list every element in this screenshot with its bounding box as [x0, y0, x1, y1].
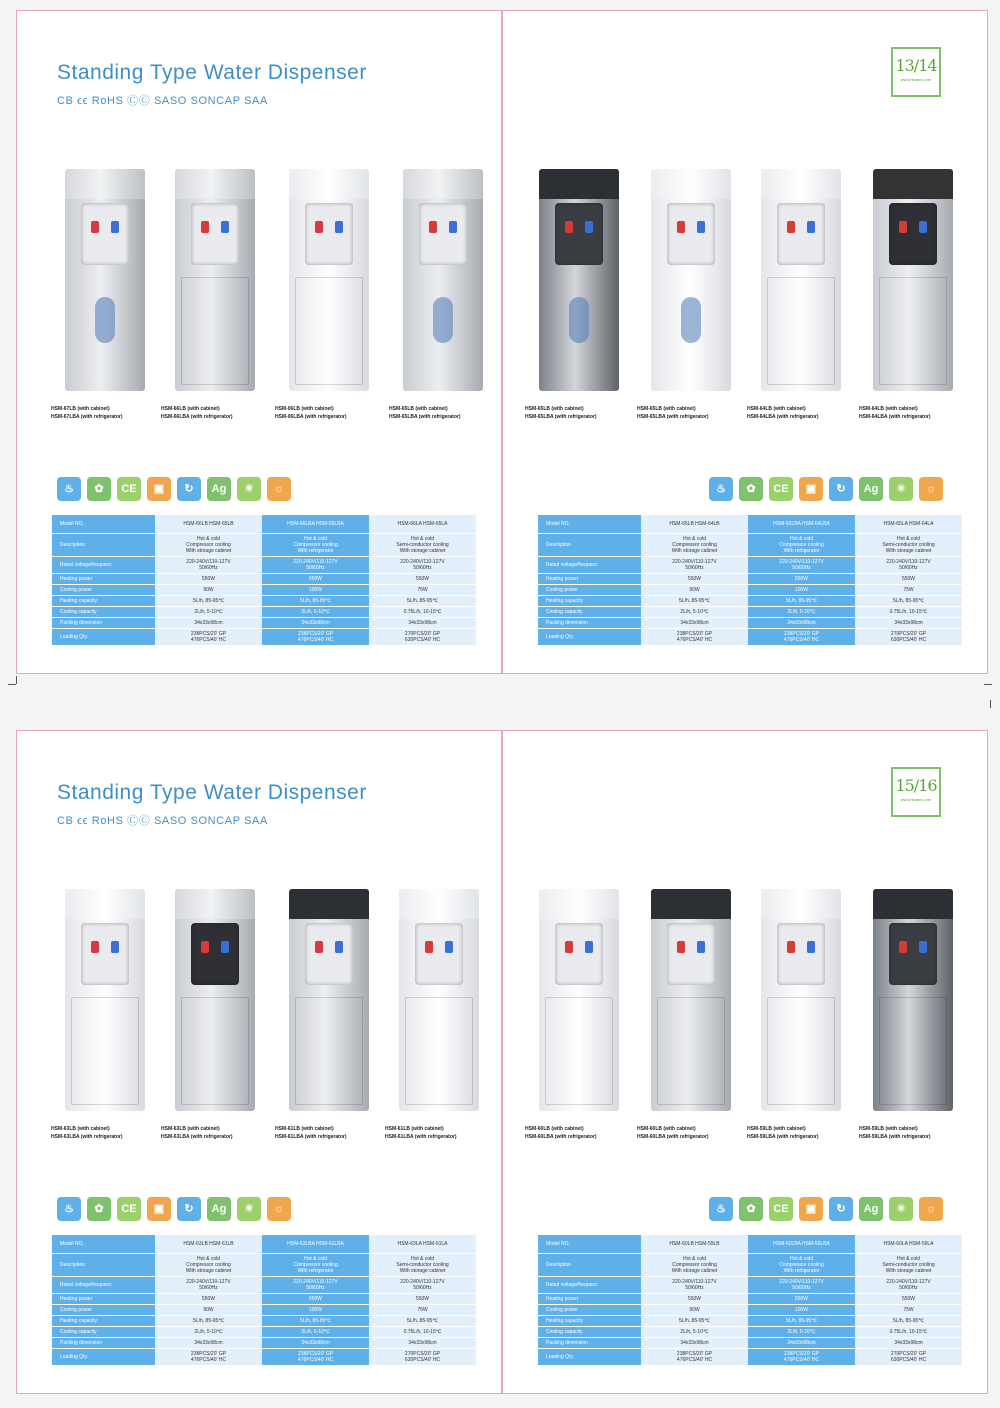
- spec-label-cell: Packing dimension: [52, 617, 155, 628]
- spec-value-cell: 34x33x98cm: [369, 617, 476, 628]
- spec-label-cell: Heating capacity: [538, 1315, 641, 1326]
- spec-value-cell: 220-240V/110-127V 50/60Hz: [855, 556, 962, 573]
- crop-mark: [984, 684, 992, 685]
- spec-label-cell: Rated voltage/frequenc: [52, 1276, 155, 1293]
- spec-value-cell: Hot & cold Compressor cooling With storage cabinet: [155, 1253, 262, 1276]
- product-card: [385, 161, 495, 421]
- spec-value-cell: 5L/h, 85-95℃: [641, 595, 748, 606]
- spec-label-cell: Cooling capacity: [538, 606, 641, 617]
- dispenser-image: [175, 889, 255, 1111]
- spec-value-cell: 550W: [855, 573, 962, 584]
- feature-icon-row: [57, 1197, 297, 1225]
- spec-value-cell: 34x33x98cm: [155, 617, 262, 628]
- spec-value-cell: 5L/h, 85-95℃: [748, 595, 855, 606]
- catalog-page-right: [502, 730, 988, 1394]
- spec-label-cell: Packing dimension: [538, 1337, 641, 1348]
- spec-label-cell: Loading Qty.: [52, 628, 155, 645]
- spec-label-cell: Loading Qty.: [538, 628, 641, 645]
- spec-label-cell: Heating capacity: [538, 595, 641, 606]
- spec-value-cell: 0.75L/h, 10-15℃: [855, 606, 962, 617]
- spec-value-cell: 75W: [369, 584, 476, 595]
- spec-table: [538, 515, 962, 646]
- spec-value-cell: 90W: [641, 584, 748, 595]
- dispenser-image: [289, 169, 369, 391]
- spec-value-cell: 270PCS/20' GP 630PCS/40' HC: [855, 628, 962, 645]
- spec-value-cell: HSM-63LA HSM-61LA: [369, 1235, 476, 1253]
- feature-icon-row: [709, 477, 949, 505]
- spec-table-row: [538, 1326, 962, 1337]
- spec-value-cell: 100W: [262, 584, 369, 595]
- spec-value-cell: HSM-65LA HSM-64LA: [855, 515, 962, 533]
- dispenser-image: [403, 169, 483, 391]
- product-caption: HSM-65LB (with cabinet) HSM-65LBA (with refrigerator): [637, 406, 709, 420]
- spec-table-row: [52, 628, 476, 645]
- spec-value-cell: 238PCS/20' GP 476PCS/40' HC: [262, 1348, 369, 1365]
- spec-label-cell: Rated voltage/frequenc: [538, 556, 641, 573]
- spec-value-cell: 220-240V/110-127V 50/60Hz: [262, 556, 369, 573]
- spec-table-row: [538, 573, 962, 584]
- catalog-page-left: [16, 10, 502, 674]
- spec-value-cell: 100W: [748, 584, 855, 595]
- spec-table-row: [52, 1293, 476, 1304]
- spec-label-cell: Model NO.: [52, 515, 155, 533]
- spec-value-cell: HSM-66LBA HSM-65LBA: [262, 515, 369, 533]
- spec-value-cell: 550W: [855, 1293, 962, 1304]
- spec-value-cell: Hot & cold Compressor cooling With storage cabinet: [155, 533, 262, 556]
- dispenser-image: [651, 169, 731, 391]
- page-number: 13/14: [895, 56, 937, 75]
- spec-value-cell: 0.75L/h, 10-15℃: [855, 1326, 962, 1337]
- spec-table-row: [52, 595, 476, 606]
- spec-value-cell: 220-240V/110-127V 50/60Hz: [262, 1276, 369, 1293]
- spec-value-cell: 270PCS/20' GP 630PCS/40' HC: [855, 1348, 962, 1365]
- spec-value-cell: 0.75L/h, 10-15℃: [369, 606, 476, 617]
- energy-saving-icon: ☀: [889, 1197, 913, 1221]
- crop-mark: [16, 676, 17, 684]
- spec-table-row: [538, 533, 962, 556]
- spec-value-cell: 238PCS/20' GP 476PCS/40' HC: [641, 628, 748, 645]
- product-caption: HSM-63LB (with cabinet) HSM-63LBA (with refrigerator): [161, 1126, 233, 1140]
- product-caption: HSM-60LB (with cabinet) HSM-60LBA (with refrigerator): [637, 1126, 709, 1140]
- fan-cooling-icon: ✿: [739, 477, 763, 501]
- spec-value-cell: 2L/h, 5-10℃: [748, 1326, 855, 1337]
- spec-table-row: [52, 533, 476, 556]
- spec-label-cell: Packing dimension: [538, 617, 641, 628]
- spec-label-cell: Cooling power: [52, 584, 155, 595]
- spec-value-cell: 238PCS/20' GP 476PCS/40' HC: [748, 1348, 855, 1365]
- spec-value-cell: 550W: [748, 1293, 855, 1304]
- spec-value-cell: 5L/h, 85-95℃: [855, 1315, 962, 1326]
- spec-label-cell: Description: [52, 533, 155, 556]
- spec-label-cell: Cooling power: [538, 1304, 641, 1315]
- hot-water-icon: ♨: [709, 477, 733, 501]
- spec-value-cell: 270PCS/20' GP 630PCS/40' HC: [369, 1348, 476, 1365]
- spec-value-cell: 90W: [155, 1304, 262, 1315]
- spec-value-cell: 220-240V/110-127V 50/60Hz: [855, 1276, 962, 1293]
- spec-value-cell: 5L/h, 85-95℃: [369, 595, 476, 606]
- spec-table-row: [538, 1253, 962, 1276]
- spec-label-cell: Cooling power: [52, 1304, 155, 1315]
- spec-table-row: [52, 606, 476, 617]
- catalog-page-right: [502, 10, 988, 674]
- spec-value-cell: HSM-60LB HSM-59LB: [641, 1235, 748, 1253]
- spec-table-header: [52, 1235, 476, 1253]
- spec-value-cell: 238PCS/20' GP 476PCS/40' HC: [155, 1348, 262, 1365]
- spec-table-header: [52, 515, 476, 533]
- crop-mark: [8, 684, 16, 685]
- silver-ion-icon: Ag: [207, 1197, 231, 1221]
- product-card: [633, 881, 743, 1141]
- spec-value-cell: HSM-66LB HSM-65LB: [155, 515, 262, 533]
- spec-label-cell: Rated voltage/frequenc: [52, 556, 155, 573]
- spec-value-cell: 75W: [855, 584, 962, 595]
- spec-table-row: [538, 1293, 962, 1304]
- spec-value-cell: Hot & cold Semi-conductor cooling With storage cabinet: [369, 1253, 476, 1276]
- spec-label-cell: Heating power: [538, 573, 641, 584]
- dispenser-image: [539, 889, 619, 1111]
- spec-table-row: [52, 1337, 476, 1348]
- spec-value-cell: 2L/h, 5-10℃: [641, 606, 748, 617]
- spec-value-cell: 34x33x98cm: [748, 1337, 855, 1348]
- spec-value-cell: 550W: [155, 573, 262, 584]
- product-caption: HSM-06LB (with cabinet) HSM-06LBA (with refrigerator): [275, 406, 347, 420]
- child-lock-icon: ▣: [147, 477, 171, 501]
- spec-value-cell: 75W: [369, 1304, 476, 1315]
- spec-value-cell: Hot & cold Semi-conductor cooling With storage cabinet: [855, 533, 962, 556]
- ce-mark-icon: CE: [769, 1197, 793, 1221]
- page-number: 15/16: [895, 776, 937, 795]
- spec-label-cell: Rated voltage/frequenc: [538, 1276, 641, 1293]
- spec-value-cell: 2L/h, 5-10℃: [155, 1326, 262, 1337]
- dispenser-image: [65, 889, 145, 1111]
- product-card: [743, 161, 853, 421]
- spec-value-cell: 34x33x98cm: [155, 1337, 262, 1348]
- spec-table-row: [538, 606, 962, 617]
- ce-mark-icon: CE: [769, 477, 793, 501]
- spec-value-cell: 238PCS/20' GP 476PCS/40' HC: [262, 628, 369, 645]
- spec-label-cell: Cooling capacity: [52, 606, 155, 617]
- product-caption: HSM-61LB (with cabinet) HSM-61LBA (with refrigerator): [275, 1126, 347, 1140]
- spec-label-cell: Heating power: [538, 1293, 641, 1304]
- spec-value-cell: 0.75L/h, 10-15℃: [369, 1326, 476, 1337]
- page-number-badge: [891, 767, 941, 817]
- hot-water-icon: ♨: [709, 1197, 733, 1221]
- product-card: [381, 881, 491, 1141]
- spec-table-row: [52, 1253, 476, 1276]
- dispenser-image: [873, 169, 953, 391]
- child-lock-icon: ▣: [799, 1197, 823, 1221]
- spec-table-row: [538, 1348, 962, 1365]
- spec-table-row: [52, 573, 476, 584]
- spec-value-cell: 34x33x98cm: [748, 617, 855, 628]
- feature-icon-row: [709, 1197, 949, 1225]
- spec-label-cell: Heating capacity: [52, 595, 155, 606]
- spec-table-row: [538, 1315, 962, 1326]
- product-row: [17, 881, 503, 1141]
- spec-label-cell: Cooling power: [538, 584, 641, 595]
- spec-value-cell: HSM-65LB HSM-64LB: [641, 515, 748, 533]
- product-caption: HSM-65LB (with cabinet) HSM-65LBA (with refrigerator): [525, 406, 597, 420]
- spec-label-cell: Loading Qty.: [538, 1348, 641, 1365]
- crop-mark: [990, 700, 991, 708]
- spec-table-row: [52, 1348, 476, 1365]
- spec-value-cell: 220-240V/110-127V 50/60Hz: [748, 556, 855, 573]
- spec-value-cell: 5L/h, 85-95℃: [262, 1315, 369, 1326]
- recycle-icon: ↻: [177, 477, 201, 501]
- spec-value-cell: 34x33x98cm: [855, 617, 962, 628]
- spec-label-cell: Model NO.: [538, 1235, 641, 1253]
- catalog-spread-2: [0, 704, 1000, 1408]
- energy-saving-icon: ☀: [237, 1197, 261, 1221]
- child-lock-icon: ▣: [147, 1197, 171, 1221]
- product-caption: HSM-65LB (with cabinet) HSM-65LBA (with refrigerator): [389, 406, 461, 420]
- product-card: [743, 881, 853, 1141]
- dispenser-image: [873, 889, 953, 1111]
- spec-value-cell: HSM-65LBA HSM-64LBA: [748, 515, 855, 533]
- spec-value-cell: 220-240V/110-127V 50/60Hz: [641, 556, 748, 573]
- spec-value-cell: Hot & cold Semi-conductor cooling With storage cabinet: [369, 533, 476, 556]
- dispenser-image: [399, 889, 479, 1111]
- product-row: [503, 161, 989, 421]
- spec-table-row: [538, 617, 962, 628]
- fan-cooling-icon: ✿: [739, 1197, 763, 1221]
- product-caption: HSM-67LB (with cabinet) HSM-67LBA (with refrigerator): [51, 406, 123, 420]
- hot-water-icon: ♨: [57, 1197, 81, 1221]
- spec-value-cell: 238PCS/20' GP 476PCS/40' HC: [155, 628, 262, 645]
- spec-label-cell: Heating power: [52, 573, 155, 584]
- dispenser-image: [539, 169, 619, 391]
- spec-value-cell: 2L/h, 5-10℃: [262, 606, 369, 617]
- product-row: [17, 161, 503, 421]
- spec-table-row: [538, 1337, 962, 1348]
- product-card: [271, 161, 381, 421]
- spec-table-row: [52, 617, 476, 628]
- spec-label-cell: Cooling capacity: [52, 1326, 155, 1337]
- spec-value-cell: 2L/h, 5-10℃: [262, 1326, 369, 1337]
- spec-table-row: [52, 1315, 476, 1326]
- catalog-page-left: [16, 730, 502, 1394]
- spec-value-cell: 2L/h, 5-10℃: [641, 1326, 748, 1337]
- spec-value-cell: 238PCS/20' GP 476PCS/40' HC: [748, 628, 855, 645]
- spec-value-cell: 34x33x98cm: [641, 617, 748, 628]
- fan-cooling-icon: ✿: [87, 477, 111, 501]
- spec-value-cell: 5L/h, 85-95℃: [155, 595, 262, 606]
- spec-value-cell: 220-240V/110-127V 50/60Hz: [155, 556, 262, 573]
- spec-label-cell: Description: [52, 1253, 155, 1276]
- spec-value-cell: Hot & cold Compressor cooling With refrigerator: [262, 1253, 369, 1276]
- product-caption: HSM-59LB (with cabinet) HSM-59LBA (with refrigerator): [747, 1126, 819, 1140]
- product-row: [503, 881, 989, 1141]
- page-number-badge: [891, 47, 941, 97]
- spec-value-cell: HSM-63LBA HSM-61LBA: [262, 1235, 369, 1253]
- product-card: [47, 881, 157, 1141]
- spec-value-cell: 5L/h, 85-95℃: [155, 1315, 262, 1326]
- spec-table-row: [52, 556, 476, 573]
- spec-value-cell: 550W: [369, 573, 476, 584]
- spec-value-cell: 90W: [641, 1304, 748, 1315]
- spec-value-cell: 75W: [855, 1304, 962, 1315]
- spec-table-row: [538, 556, 962, 573]
- product-card: [855, 881, 965, 1141]
- spec-value-cell: 100W: [262, 1304, 369, 1315]
- recycle-icon: ↻: [177, 1197, 201, 1221]
- fan-cooling-icon: ✿: [87, 1197, 111, 1221]
- spec-value-cell: 220-240V/110-127V 50/60Hz: [155, 1276, 262, 1293]
- spec-table-row: [538, 1276, 962, 1293]
- ce-mark-icon: CE: [117, 477, 141, 501]
- spec-label-cell: Model NO.: [52, 1235, 155, 1253]
- safety-icon: ☼: [267, 1197, 291, 1221]
- product-card: [521, 881, 631, 1141]
- safety-icon: ☼: [919, 477, 943, 501]
- spec-value-cell: 5L/h, 85-95℃: [641, 1315, 748, 1326]
- spec-value-cell: Hot & cold Compressor cooling With storage cabinet: [641, 533, 748, 556]
- product-caption: HSM-59LB (with cabinet) HSM-59LBA (with refrigerator): [859, 1126, 931, 1140]
- dispenser-image: [289, 889, 369, 1111]
- spec-value-cell: 220-240V/110-127V 50/60Hz: [369, 1276, 476, 1293]
- spec-value-cell: 5L/h, 85-95℃: [369, 1315, 476, 1326]
- spec-label-cell: Heating power: [52, 1293, 155, 1304]
- product-card: [271, 881, 381, 1141]
- recycle-icon: ↻: [829, 477, 853, 501]
- spec-label-cell: Loading Qty.: [52, 1348, 155, 1365]
- spec-label-cell: Packing dimension: [52, 1337, 155, 1348]
- spec-value-cell: 100W: [748, 1304, 855, 1315]
- spec-table-header: [538, 515, 962, 533]
- spec-value-cell: 220-240V/110-127V 50/60Hz: [748, 1276, 855, 1293]
- spec-value-cell: Hot & cold Compressor cooling With refrigerator: [262, 533, 369, 556]
- spec-value-cell: 90W: [155, 584, 262, 595]
- spec-label-cell: Description: [538, 533, 641, 556]
- spec-value-cell: 5L/h, 85-95℃: [855, 595, 962, 606]
- product-card: [855, 161, 965, 421]
- spec-label-cell: Heating capacity: [52, 1315, 155, 1326]
- spec-table-header: [538, 1235, 962, 1253]
- spec-value-cell: Hot & cold Semi-conductor cooling With storage cabinet: [855, 1253, 962, 1276]
- spec-value-cell: 238PCS/20' GP 476PCS/40' HC: [641, 1348, 748, 1365]
- product-caption: HSM-60LB (with cabinet) HSM-60LBA (with refrigerator): [525, 1126, 597, 1140]
- product-card: [157, 161, 267, 421]
- product-card: [521, 161, 631, 421]
- energy-saving-icon: ☀: [237, 477, 261, 501]
- spec-table-row: [538, 628, 962, 645]
- spec-label-cell: Model NO.: [538, 515, 641, 533]
- product-caption: HSM-63LB (with cabinet) HSM-63LBA (with refrigerator): [51, 1126, 123, 1140]
- feature-icon-row: [57, 477, 297, 505]
- spec-value-cell: Hot & cold Compressor cooling With refrigerator: [748, 1253, 855, 1276]
- spec-value-cell: 34x33x98cm: [262, 1337, 369, 1348]
- certification-marks: CB ϵϵ RoHS ⒸⒸ SASO SONCAP SAA: [57, 95, 268, 107]
- badge-url: www.heame.com: [900, 797, 932, 802]
- safety-icon: ☼: [919, 1197, 943, 1221]
- spec-value-cell: HSM-60LBA HSM-59LBA: [748, 1235, 855, 1253]
- page-title: Standing Type Water Dispenser: [57, 781, 367, 804]
- dispenser-image: [761, 889, 841, 1111]
- spec-table-row: [538, 595, 962, 606]
- spec-table-row: [52, 584, 476, 595]
- hot-water-icon: ♨: [57, 477, 81, 501]
- spec-value-cell: 550W: [262, 573, 369, 584]
- spec-value-cell: HSM-66LA HSM-65LA: [369, 515, 476, 533]
- dispenser-image: [175, 169, 255, 391]
- spec-value-cell: 220-240V/110-127V 50/60Hz: [641, 1276, 748, 1293]
- dispenser-image: [65, 169, 145, 391]
- spec-value-cell: 550W: [369, 1293, 476, 1304]
- product-caption: HSM-64LB (with cabinet) HSM-64LBA (with refrigerator): [859, 406, 931, 420]
- spec-table: [52, 515, 476, 646]
- safety-icon: ☼: [267, 477, 291, 501]
- spec-value-cell: 34x33x98cm: [262, 617, 369, 628]
- spec-value-cell: Hot & cold Compressor cooling With refrigerator: [748, 533, 855, 556]
- product-caption: HSM-64LB (with cabinet) HSM-64LBA (with refrigerator): [747, 406, 819, 420]
- spec-value-cell: 34x33x98cm: [641, 1337, 748, 1348]
- spec-label-cell: Cooling capacity: [538, 1326, 641, 1337]
- product-caption: HSM-66LB (with cabinet) HSM-66LBA (with refrigerator): [161, 406, 233, 420]
- spec-value-cell: 2L/h, 5-10℃: [155, 606, 262, 617]
- spec-table-row: [52, 1276, 476, 1293]
- certification-marks: CB ϵϵ RoHS ⒸⒸ SASO SONCAP SAA: [57, 815, 268, 827]
- product-card: [157, 881, 267, 1141]
- dispenser-image: [761, 169, 841, 391]
- spec-table: [52, 1235, 476, 1366]
- spec-value-cell: 550W: [155, 1293, 262, 1304]
- product-card: [47, 161, 157, 421]
- product-card: [633, 161, 743, 421]
- spec-table-row: [538, 1304, 962, 1315]
- spec-value-cell: HSM-60LA HSM-59LA: [855, 1235, 962, 1253]
- spec-table: [538, 1235, 962, 1366]
- page-title: Standing Type Water Dispenser: [57, 61, 367, 84]
- spec-value-cell: 34x33x98cm: [369, 1337, 476, 1348]
- spec-table-row: [52, 1326, 476, 1337]
- energy-saving-icon: ☀: [889, 477, 913, 501]
- spec-value-cell: 220-240V/110-127V 50/60Hz: [369, 556, 476, 573]
- dispenser-image: [651, 889, 731, 1111]
- spec-value-cell: 5L/h, 85-95℃: [262, 595, 369, 606]
- spec-value-cell: 550W: [262, 1293, 369, 1304]
- silver-ion-icon: Ag: [207, 477, 231, 501]
- spec-value-cell: HSM-63LB HSM-61LB: [155, 1235, 262, 1253]
- ce-mark-icon: CE: [117, 1197, 141, 1221]
- spec-value-cell: Hot & cold Compressor cooling With storage cabinet: [641, 1253, 748, 1276]
- spec-table-row: [538, 584, 962, 595]
- silver-ion-icon: Ag: [859, 477, 883, 501]
- badge-url: www.heame.com: [900, 77, 932, 82]
- spec-value-cell: 34x33x98cm: [855, 1337, 962, 1348]
- recycle-icon: ↻: [829, 1197, 853, 1221]
- spec-value-cell: 2L/h, 5-10℃: [748, 606, 855, 617]
- product-caption: HSM-61LB (with cabinet) HSM-61LBA (with refrigerator): [385, 1126, 457, 1140]
- spec-value-cell: 550W: [641, 573, 748, 584]
- child-lock-icon: ▣: [799, 477, 823, 501]
- silver-ion-icon: Ag: [859, 1197, 883, 1221]
- spec-table-row: [52, 1304, 476, 1315]
- spec-value-cell: 270PCS/20' GP 630PCS/40' HC: [369, 628, 476, 645]
- spec-label-cell: Description: [538, 1253, 641, 1276]
- spec-value-cell: 550W: [641, 1293, 748, 1304]
- spec-value-cell: 550W: [748, 573, 855, 584]
- spec-value-cell: 5L/h, 85-95℃: [748, 1315, 855, 1326]
